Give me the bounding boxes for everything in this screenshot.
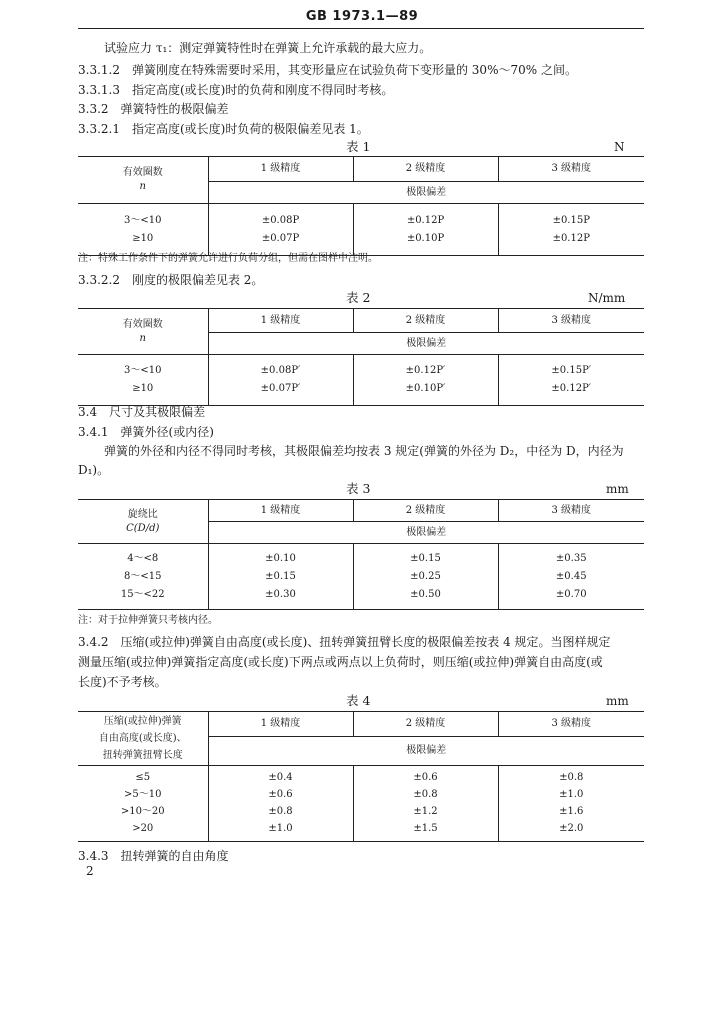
- table-2-unit: N/mm: [588, 291, 626, 305]
- table-1-caption: 表 1: [346, 139, 371, 154]
- table-row: 15～<22 ±0.30 ±0.50 ±0.70: [78, 586, 644, 604]
- table-4: [78, 711, 644, 842]
- table-row: >20 ±1.0 ±1.5 ±2.0: [78, 821, 644, 838]
- table-1-col0-header: 有效圈数 n: [78, 157, 208, 204]
- table-2-caption: 表 2: [346, 290, 371, 305]
- table-4-grade-1: 1 级精度: [208, 712, 353, 737]
- clause-3-3-2: 3.3.2 弹簧特性的极限偏差: [78, 102, 229, 116]
- table-3-subheader: 极限偏差: [208, 522, 644, 544]
- clause-3-4-2-line-1: 3.4.2 压缩(或拉伸)弹簧自由高度(或长度)、扭转弹簧扭臂长度的极限偏差按表 4 规定。当图样规定: [78, 635, 611, 649]
- table-3-note: 注：对于拉伸弹簧只考核内径。: [78, 615, 218, 626]
- table-row: 3～<10 ±0.08P ±0.12P ±0.15P: [78, 212, 644, 230]
- clause-3-3-2-1: 3.3.2.1 指定高度(或长度)时负荷的极限偏差见表 1。: [78, 122, 369, 136]
- table-row: 8～<15 ±0.15 ±0.25 ±0.45: [78, 568, 644, 586]
- table-4-grade-2: 2 级精度: [353, 712, 498, 737]
- table-1-unit: N: [614, 140, 625, 154]
- clause-3-4-3: 3.4.3 扭转弹簧的自由角度: [78, 849, 229, 863]
- table-3-caption: 表 3: [346, 481, 371, 496]
- table-row: >10～20 ±0.8 ±1.2 ±1.6: [78, 804, 644, 821]
- table-4-unit: mm: [606, 694, 629, 708]
- header-rule: [78, 28, 644, 29]
- table-2-grade-2: 2 级精度: [353, 309, 498, 333]
- table-row: >5～10 ±0.6 ±0.8 ±1.0: [78, 787, 644, 804]
- standard-code-header: GB 1973.1—89: [305, 9, 419, 24]
- paragraph-test-stress: 试验应力 τ₁：测定弹簧特性时在弹簧上允许承载的最大应力。: [104, 41, 432, 55]
- table-row: 4～<8 ±0.10 ±0.15 ±0.35: [78, 550, 644, 568]
- clause-3-4-2-line-2: 测量压缩(或拉伸)弹簧指定高度(或长度)下两点或两点以上负荷时，则压缩(或拉伸)弹簧自由高度(或: [78, 655, 603, 669]
- table-4-subheader: 极限偏差: [208, 737, 644, 766]
- table-row: ≥10 ±0.07P′ ±0.10P′ ±0.12P′: [78, 380, 644, 398]
- table-3: [78, 499, 644, 610]
- table-2-grade-1: 1 级精度: [208, 309, 353, 333]
- table-3-unit: mm: [606, 482, 629, 496]
- table-3-grade-1: 1 级精度: [208, 500, 353, 522]
- table-1: [78, 156, 644, 256]
- table-1-subheader: 极限偏差: [208, 182, 644, 204]
- table-2-subheader: 极限偏差: [208, 333, 644, 355]
- clause-3-3-2-2: 3.3.2.2 刚度的极限偏差见表 2。: [78, 273, 264, 287]
- table-2-grade-3: 3 级精度: [498, 309, 644, 333]
- clause-3-4: 3.4 尺寸及其极限偏差: [78, 405, 206, 419]
- clause-3-4-1: 3.4.1 弹簧外径(或内径): [78, 425, 214, 439]
- clause-3-3-1-3: 3.3.1.3 指定高度(或长度)时的负荷和刚度不得同时考核。: [78, 83, 394, 97]
- table-3-grade-3: 3 级精度: [498, 500, 644, 522]
- table-2-col0-header: 有效圈数 n: [78, 309, 208, 355]
- table-3-col0-header: 旋绕比 C(D/d): [78, 500, 208, 544]
- clause-3-3-1-2: 3.3.1.2 弹簧刚度在特殊需要时采用，其变形量应在试验负荷下变形量的 30%～70% 之间。: [78, 63, 577, 77]
- clause-3-4-2-line-3: 长度)不予考核。: [78, 675, 167, 689]
- table-4-grade-3: 3 级精度: [498, 712, 644, 737]
- table-1-grade-1: 1 级精度: [208, 157, 353, 182]
- table-4-caption: 表 4: [346, 693, 371, 708]
- table-1-grade-3: 3 级精度: [498, 157, 644, 182]
- clause-3-4-1-text-line-2: D₁)。: [78, 463, 110, 477]
- table-1-grade-2: 2 级精度: [353, 157, 498, 182]
- table-row: 3～<10 ±0.08P′ ±0.12P′ ±0.15P′: [78, 362, 644, 380]
- table-1-note: 注：特殊工作条件下的弹簧允许进行负荷分组，但需在图样中注明。: [78, 253, 378, 264]
- table-row: ≤5 ±0.4 ±0.6 ±0.8: [78, 770, 644, 787]
- table-row: ≥10 ±0.07P ±0.10P ±0.12P: [78, 230, 644, 248]
- page-number: 2: [86, 864, 94, 878]
- table-3-grade-2: 2 级精度: [353, 500, 498, 522]
- clause-3-4-1-text-line-1: 弹簧的外径和内径不得同时考核，其极限偏差均按表 3 规定(弹簧的外径为 D₂，中径为 D，内径为: [104, 444, 624, 458]
- table-4-col0-header: 压缩(或拉伸)弹簧 自由高度(或长度)、 扭转弹簧扭臂长度: [78, 712, 208, 766]
- table-2: [78, 308, 644, 406]
